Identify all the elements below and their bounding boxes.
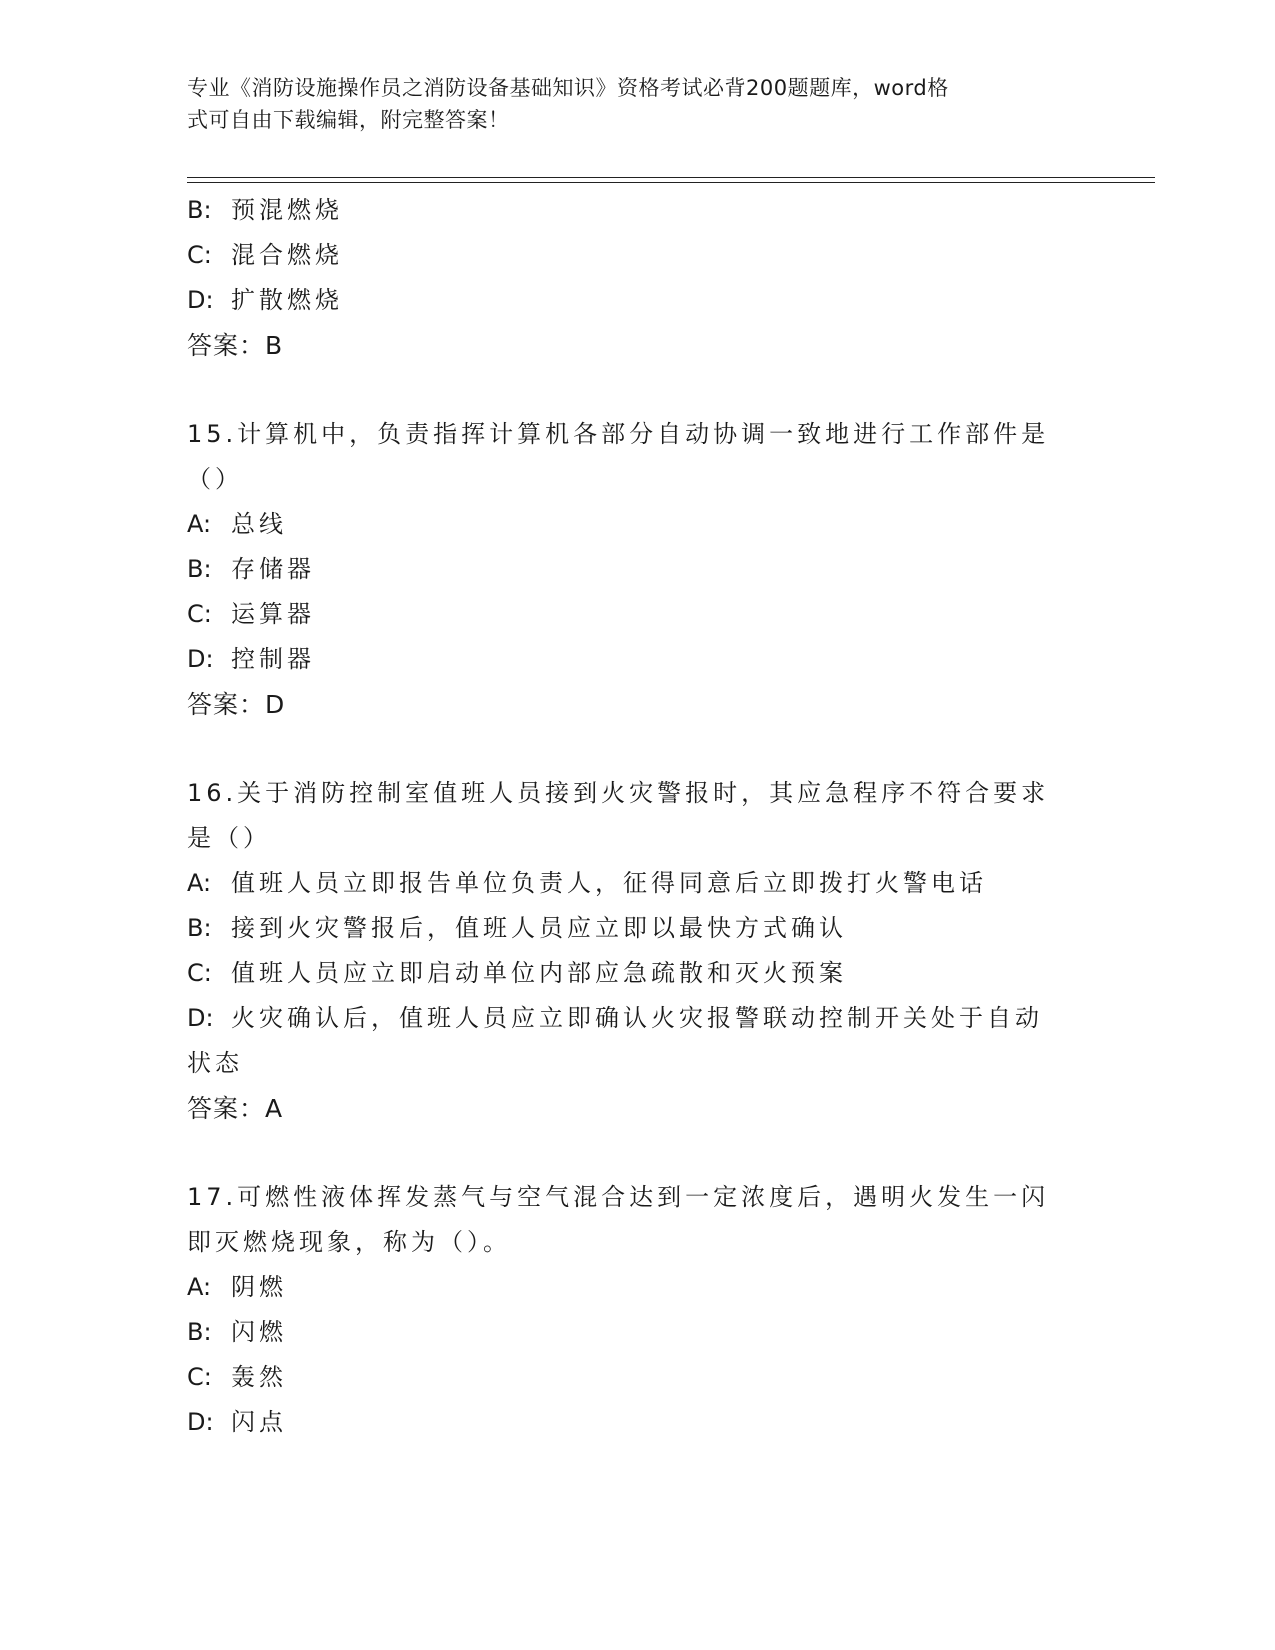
option-key: D: xyxy=(187,645,214,673)
document-header xyxy=(187,72,1067,136)
header-line-2: 式可自由下载编辑，附完整答案！ xyxy=(187,108,510,132)
option-text: 运算器 xyxy=(231,600,315,628)
option-text: 总线 xyxy=(231,510,287,538)
option-a xyxy=(187,502,1087,547)
option-key: D: xyxy=(187,286,214,314)
option-b xyxy=(187,1310,1087,1355)
question-17 xyxy=(187,1175,1087,1445)
question-16 xyxy=(187,771,1087,1132)
option-d xyxy=(187,1400,1087,1445)
answer-line: 答案：B xyxy=(187,331,284,360)
option-b xyxy=(187,906,1087,951)
question-stem-line-2: （） xyxy=(187,465,243,493)
option-text: 扩散燃烧 xyxy=(231,286,343,314)
option-text: 存储器 xyxy=(231,555,315,583)
option-c xyxy=(187,233,1087,278)
option-key: C: xyxy=(187,241,212,269)
header-line-1: 专业《消防设施操作员之消防设备基础知识》资格考试必背200题题库，word格 xyxy=(187,76,949,100)
option-d xyxy=(187,996,1087,1041)
option-b xyxy=(187,188,1087,233)
option-key: D: xyxy=(187,1004,214,1032)
option-key: B: xyxy=(187,1318,212,1346)
question-stem-line-1: 16.关于消防控制室值班人员接到火灾警报时，其应急程序不符合要求 xyxy=(187,779,1050,807)
option-key: C: xyxy=(187,1363,212,1391)
question-stem-line-1: 15.计算机中，负责指挥计算机各部分自动协调一致地进行工作部件是 xyxy=(187,420,1050,448)
option-key: D: xyxy=(187,1408,214,1436)
option-key: A: xyxy=(187,510,212,538)
option-key: B: xyxy=(187,555,212,583)
option-text: 值班人员立即报告单位负责人，征得同意后立即拨打火警电话 xyxy=(231,869,987,897)
option-text: 阴燃 xyxy=(231,1273,287,1301)
option-key: A: xyxy=(187,869,212,897)
option-text: 火灾确认后，值班人员应立即确认火灾报警联动控制开关处于自动 xyxy=(231,1004,1043,1032)
option-key: B: xyxy=(187,914,212,942)
option-c xyxy=(187,951,1087,996)
option-b xyxy=(187,547,1087,592)
option-key: C: xyxy=(187,959,212,987)
question-15 xyxy=(187,412,1087,728)
option-a xyxy=(187,1265,1087,1310)
question-stem-line-1: 17.可燃性液体挥发蒸气与空气混合达到一定浓度后，遇明火发生一闪 xyxy=(187,1183,1050,1211)
option-key: A: xyxy=(187,1273,212,1301)
option-key: B: xyxy=(187,196,212,224)
header-divider-bottom xyxy=(187,182,1155,183)
option-d-continuation: 状态 xyxy=(187,1049,243,1077)
option-text: 混合燃烧 xyxy=(231,241,343,269)
question-list xyxy=(187,188,1087,1445)
option-c xyxy=(187,1355,1087,1400)
option-c xyxy=(187,592,1087,637)
question-14-tail xyxy=(187,188,1087,369)
option-d xyxy=(187,637,1087,682)
answer-line: 答案：A xyxy=(187,1094,284,1123)
option-d xyxy=(187,278,1087,323)
option-text: 预混燃烧 xyxy=(231,196,343,224)
option-a xyxy=(187,861,1087,906)
option-text: 接到火灾警报后，值班人员应立即以最快方式确认 xyxy=(231,914,847,942)
question-stem-line-2: 即灭燃烧现象，称为（）。 xyxy=(187,1228,511,1256)
option-text: 闪燃 xyxy=(231,1318,287,1346)
question-stem-line-2: 是（） xyxy=(187,824,271,852)
option-text: 控制器 xyxy=(231,645,315,673)
answer-line: 答案：D xyxy=(187,690,286,719)
option-text: 值班人员应立即启动单位内部应急疏散和灭火预案 xyxy=(231,959,847,987)
option-key: C: xyxy=(187,600,212,628)
option-text: 闪点 xyxy=(231,1408,287,1436)
option-text: 轰然 xyxy=(231,1363,287,1391)
header-divider-top xyxy=(187,177,1155,178)
